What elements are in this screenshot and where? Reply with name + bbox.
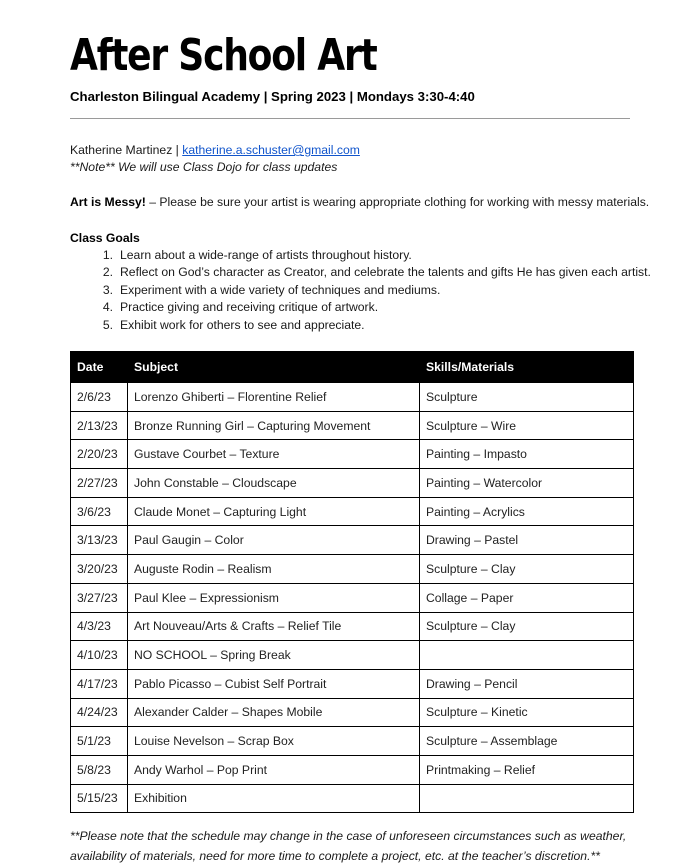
cell-subject: Paul Gaugin – Color — [128, 526, 420, 555]
cell-skills: Sculpture – Clay — [420, 612, 634, 641]
cell-subject: Louise Nevelson – Scrap Box — [128, 727, 420, 756]
cell-subject: Paul Klee – Expressionism — [128, 583, 420, 612]
cell-date: 2/27/23 — [71, 469, 128, 498]
table-row — [71, 755, 634, 784]
messy-label: Art is Messy! — [70, 195, 146, 209]
goal-text: Reflect on God’s character as Creator, and celebrate the talents and gifts He has given each artist. — [120, 265, 651, 280]
horizontal-rule — [70, 118, 630, 119]
table-row — [71, 411, 634, 440]
goal-text: Exhibit work for others to see and appreciate. — [120, 317, 365, 332]
table-row — [71, 497, 634, 526]
goals-list — [70, 247, 651, 334]
cell-skills: Painting – Watercolor — [420, 469, 634, 498]
cell-subject: Bronze Running Girl – Capturing Movement — [128, 411, 420, 440]
goal-item — [70, 317, 651, 334]
cell-date: 2/6/23 — [71, 383, 128, 412]
cell-subject: John Constable – Cloudscape — [128, 469, 420, 498]
cell-date: 4/3/23 — [71, 612, 128, 641]
cell-skills — [420, 641, 634, 670]
cell-date: 3/6/23 — [71, 497, 128, 526]
cell-date: 2/13/23 — [71, 411, 128, 440]
teacher-name: Katherine Martinez | — [70, 143, 179, 157]
cell-subject: Claude Monet – Capturing Light — [128, 497, 420, 526]
column-header-skills: Skills/Materials — [420, 352, 634, 383]
email-link[interactable]: katherine.a.schuster@gmail.com — [182, 143, 360, 157]
cell-subject: Art Nouveau/Arts & Crafts – Relief Tile — [128, 612, 420, 641]
cell-skills: Drawing – Pastel — [420, 526, 634, 555]
cell-date: 5/8/23 — [71, 755, 128, 784]
goal-number: 1. — [102, 248, 113, 262]
cell-subject: Alexander Calder – Shapes Mobile — [128, 698, 420, 727]
column-header-subject: Subject — [128, 352, 420, 383]
messy-text: – Please be sure your artist is wearing appropriate clothing for working with messy materials. — [145, 195, 650, 209]
table-row — [71, 641, 634, 670]
table-row — [71, 383, 634, 412]
cell-skills: Sculpture — [420, 383, 634, 412]
goal-item — [70, 299, 651, 316]
contact-line — [70, 143, 360, 157]
goal-text: Practice giving and receiving critique of artwork. — [120, 300, 379, 315]
table-row — [71, 440, 634, 469]
cell-subject: Auguste Rodin – Realism — [128, 555, 420, 584]
cell-subject: Exhibition — [128, 784, 420, 813]
cell-date: 5/15/23 — [71, 784, 128, 813]
table-row — [71, 612, 634, 641]
cell-date: 5/1/23 — [71, 727, 128, 756]
cell-subject: Pablo Picasso – Cubist Self Portrait — [128, 669, 420, 698]
goal-number: 2. — [102, 265, 113, 280]
table-row — [71, 555, 634, 584]
cell-date: 4/10/23 — [71, 641, 128, 670]
goal-number: 3. — [102, 282, 113, 297]
goal-number: 5. — [102, 317, 113, 332]
page-title: After School Art — [70, 30, 377, 81]
cell-skills: Painting – Impasto — [420, 440, 634, 469]
goal-text: Learn about a wide-range of artists throughout history. — [120, 248, 412, 262]
table-header-row — [71, 352, 634, 383]
page-subtitle: Charleston Bilingual Academy | Spring 2023 | Mondays 3:30-4:40 — [70, 89, 475, 104]
goal-item — [70, 264, 651, 281]
cell-skills: Sculpture – Assemblage — [420, 727, 634, 756]
cell-skills: Sculpture – Kinetic — [420, 698, 634, 727]
goal-item — [70, 282, 651, 299]
cell-skills: Painting – Acrylics — [420, 497, 634, 526]
schedule-table — [70, 351, 634, 813]
cell-date: 3/13/23 — [71, 526, 128, 555]
table-row — [71, 784, 634, 813]
table-row — [71, 669, 634, 698]
cell-date: 2/20/23 — [71, 440, 128, 469]
table-row — [71, 583, 634, 612]
table-row — [71, 526, 634, 555]
cell-subject: Andy Warhol – Pop Print — [128, 755, 420, 784]
cell-skills: Collage – Paper — [420, 583, 634, 612]
messy-notice — [70, 195, 649, 209]
table-row — [71, 727, 634, 756]
table-row — [71, 698, 634, 727]
cell-date: 4/24/23 — [71, 698, 128, 727]
cell-skills — [420, 784, 634, 813]
schedule-body — [71, 383, 634, 813]
class-dojo-note: **Note** We will use Class Dojo for class updates — [70, 160, 338, 174]
goal-item — [70, 247, 651, 264]
cell-subject: NO SCHOOL – Spring Break — [128, 641, 420, 670]
cell-subject: Lorenzo Ghiberti – Florentine Relief — [128, 383, 420, 412]
column-header-date: Date — [71, 352, 128, 383]
cell-date: 3/27/23 — [71, 583, 128, 612]
cell-skills: Sculpture – Wire — [420, 411, 634, 440]
goal-number: 4. — [102, 300, 113, 315]
cell-skills: Printmaking – Relief — [420, 755, 634, 784]
cell-date: 4/17/23 — [71, 669, 128, 698]
goals-heading: Class Goals — [70, 231, 140, 245]
cell-date: 3/20/23 — [71, 555, 128, 584]
schedule-footnote: **Please note that the schedule may change in the case of unforeseen circumstances such as weather, availability of materials, need for more time to complete a project, etc. at the teacher’s discretion.** — [70, 829, 627, 863]
cell-skills: Drawing – Pencil — [420, 669, 634, 698]
table-row — [71, 469, 634, 498]
goal-text: Experiment with a wide variety of techniques and mediums. — [120, 282, 441, 297]
cell-subject: Gustave Courbet – Texture — [128, 440, 420, 469]
cell-skills: Sculpture – Clay — [420, 555, 634, 584]
